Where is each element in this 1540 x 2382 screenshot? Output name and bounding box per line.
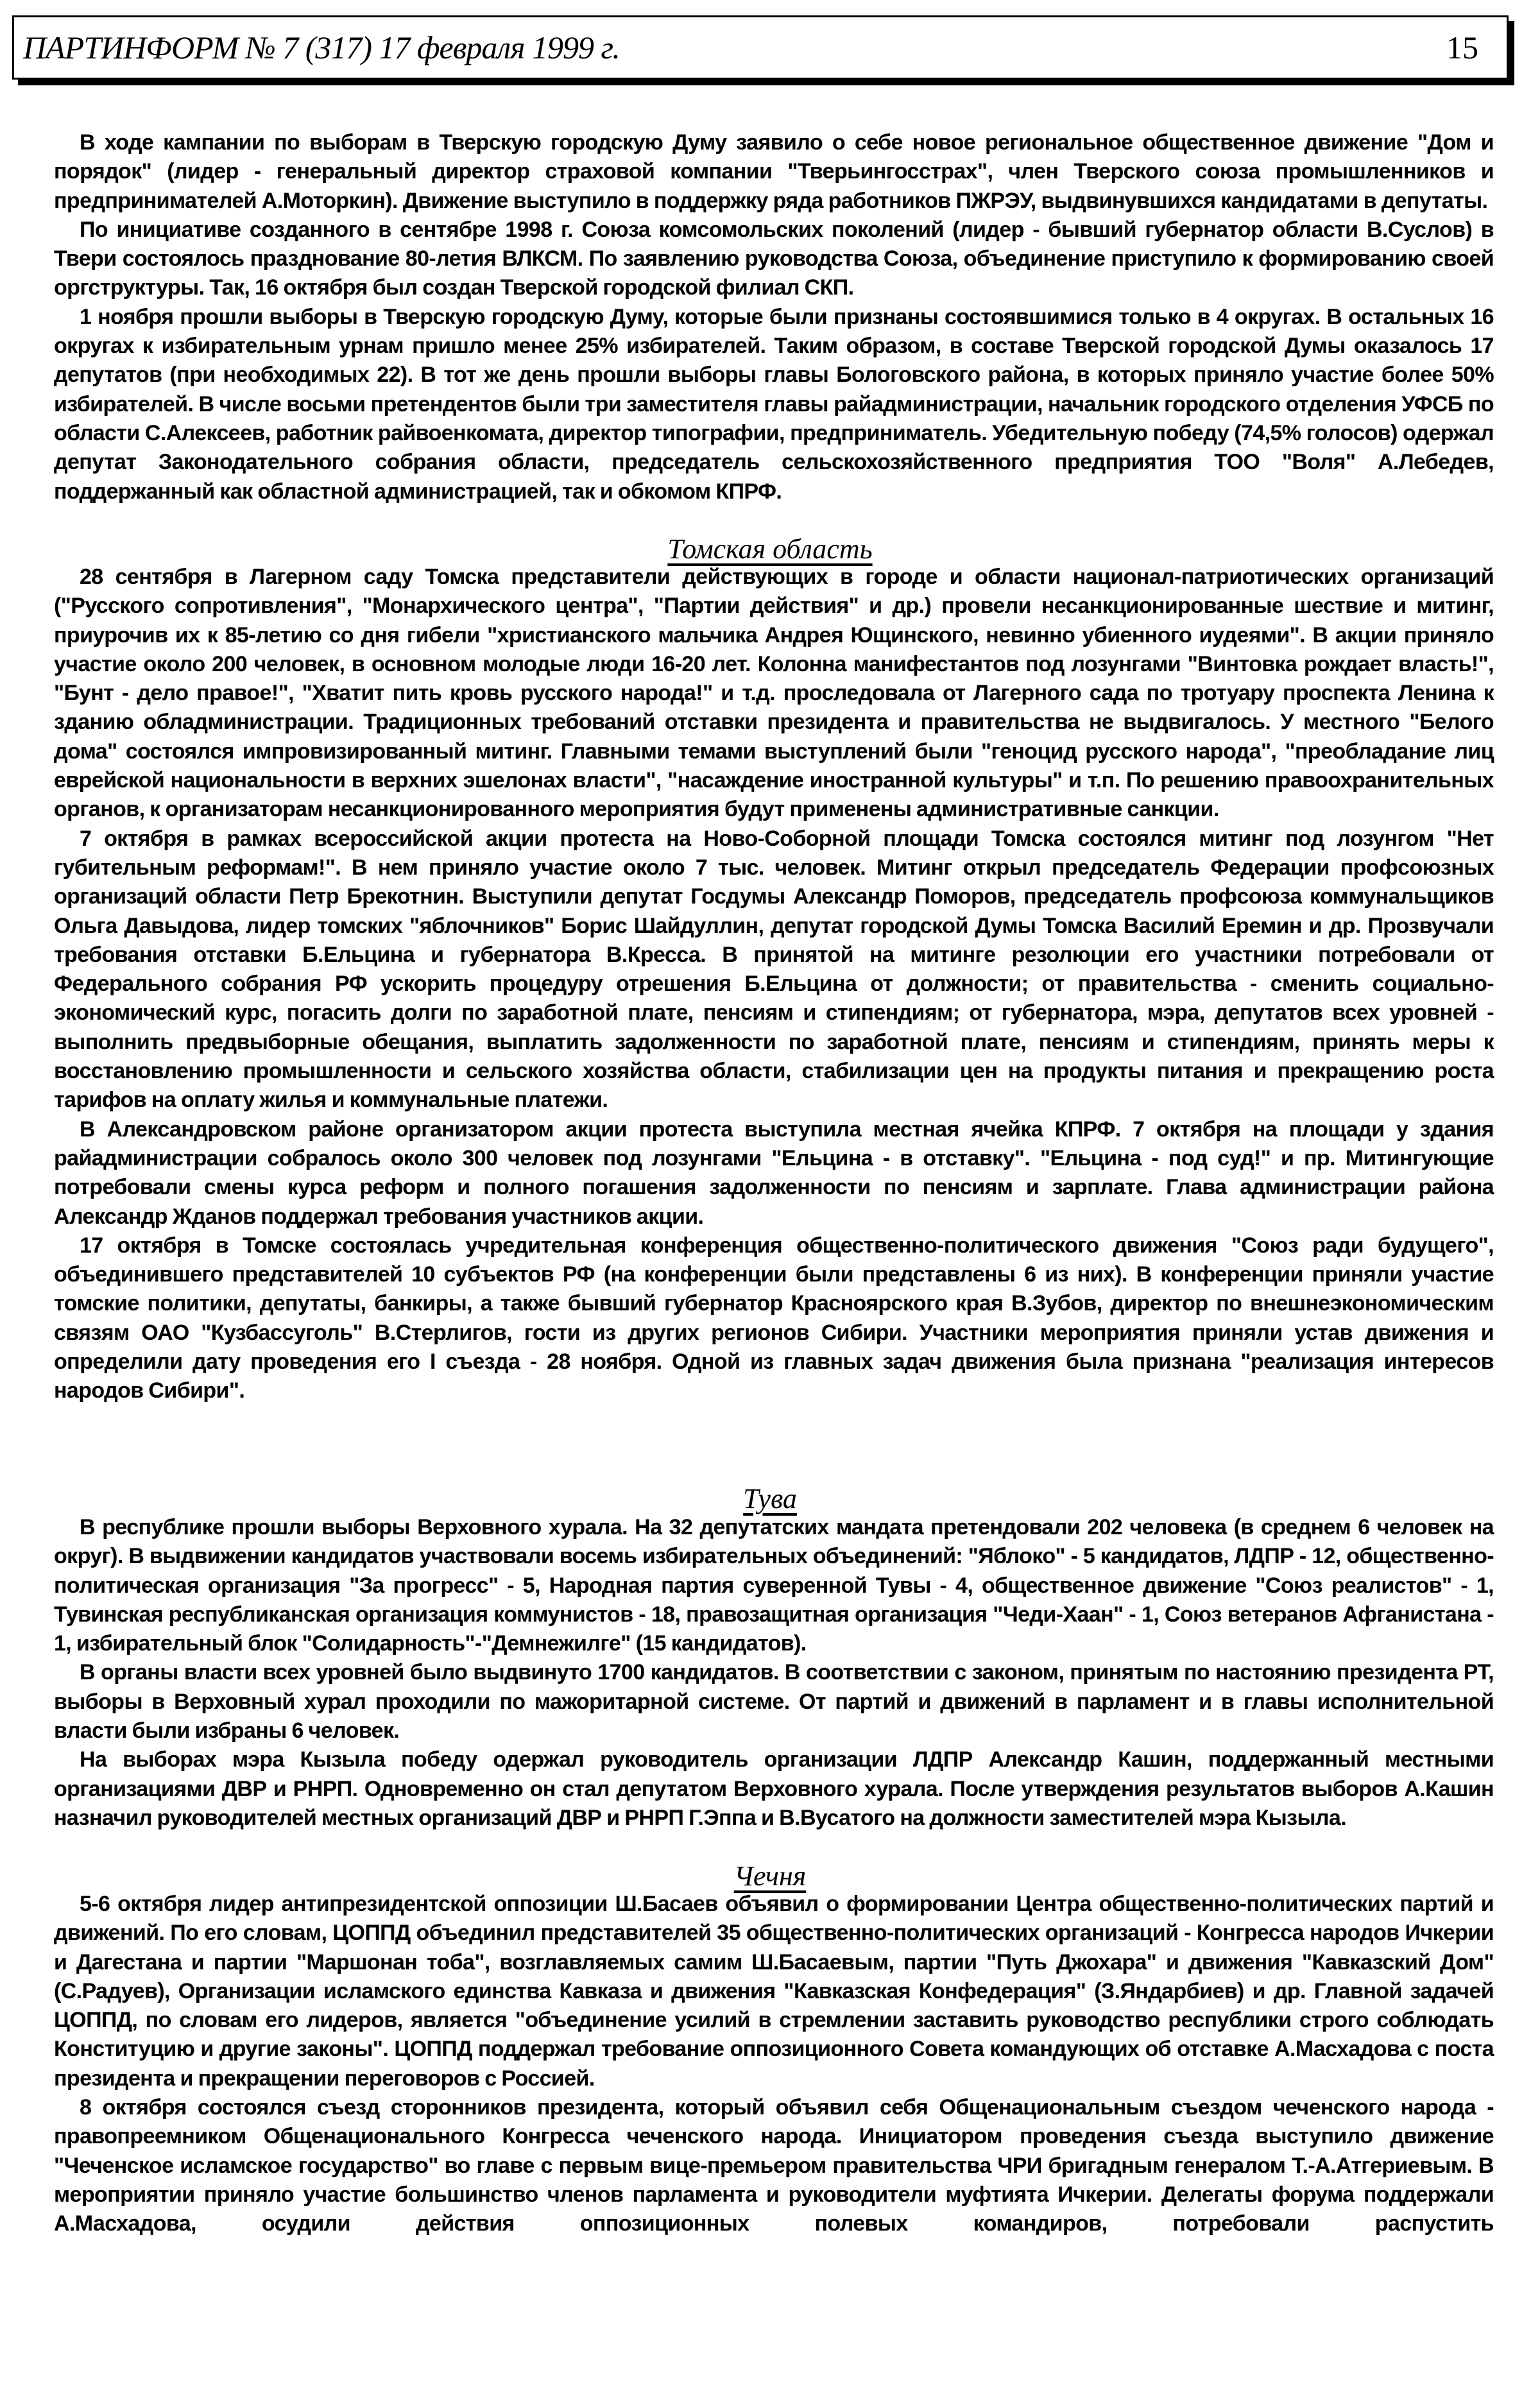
- section-tver: [54, 128, 1494, 506]
- page-header: [12, 15, 1509, 80]
- paragraph: 1 ноября прошли выборы в Тверскую городскую Думу, которые были признаны состоявшимися только в 4 округах. В остальных 16 округах к избирательным урнам пришло менее 25% избирателей. Таким образом, в составе Тверской городской Думы оказалось 17 депутатов (при необходимых 22). В тот же день прошли выборы главы Бологовского района, в которых приняло участие более 50% избирателей. В числе восьми претендентов были три заместителя главы райадминистрации, начальник городского отделения УФСБ по области С.Алексеев, работник райвоенкомата, директор типографии, предприниматель. Убедительную победу (74,5% голосов) одержал депутат Законодательного собрания области, председатель сельскохозяйственного предприятия ТОО "Воля" А.Лебедев, поддержанный как областной администрацией, так и обкомом КПРФ.: [54, 304, 1494, 504]
- paragraph: В ходе кампании по выборам в Тверскую городскую Думу заявило о себе новое региональное общественное движение "Дом и порядок" (лидер - генеральный директор страховой компании "Тверьингосстрах", член Тверского союза промышленников и предпринимателей А.Моторкин). Движение выступило в поддержку ряда работников ПЖРЭУ, выдвинувшихся кандидатами в депутаты.: [54, 130, 1494, 213]
- paragraph: В республике прошли выборы Верховного хурала. На 32 депутатских мандата претендовали 202 человека (в среднем 6 человек на округ). В выдвижении кандидатов участвовали восемь избирательных объединений: "Яблоко" - 5 кандидатов, ЛДПР - 12, общественно-политическая организация "За прогресс" - 5, Народная партия суверенной Тувы - 4, общественное движение "Союз реалистов" - 1, Тувинская республиканская организация коммунистов - 18, правозащитная организация "Чеди-Хаан" - 1, Союз ветеранов Афганистана - 1, избирательный блок "Солидарность"-"Демнежилге" (15 кандидатов).: [54, 1515, 1494, 1656]
- section-chechnya: [54, 1890, 1494, 2239]
- heading-text: Тува: [743, 1483, 797, 1514]
- heading-text: Чечня: [733, 1860, 807, 1892]
- section-tomsk: [54, 563, 1494, 1406]
- paragraph: По инициативе созданного в сентябре 1998 г. Союза комсомольских поколений (лидер - бывший губернатор области В.Суслов) в Твери состоялось празднование 80-летия ВЛКСМ. По заявлению руководства Союза, объединение приступило к формированию своей оргструктуры. Так, 16 октября был создан Тверской городской филиал СКП.: [54, 217, 1494, 300]
- paragraph: 7 октября в рамках всероссийской акции протеста на Ново-Соборной площади Томска состоялся митинг под лозунгом "Нет губительным реформам!". В нем приняло участие около 7 тыс. человек. Митинг открыл председатель Федерации профсоюзных организаций области Петр Брекотнин. Выступили депутат Госдумы Александр Поморов, председатель профсоюза коммунальщиков Ольга Давыдова, лидер томских "яблочников" Борис Шайдуллин, депутат городской Думы Томска Василий Еремин и др. Прозвучали требования отставки Б.Ельцина и губернатора В.Кресса. В принятой на митинге резолюции его участники потребовали от Федерального собрания РФ ускорить процедуру отрешения Б.Ельцина от должности; от правительства - сменить социально-экономический курс, погасить долги по заработной плате, пенсиям и стипендиям; от губернатора, мэра, депутатов всех уровней - выполнить предвыборные обещания, выплатить задолженности по заработной плате, пенсиям и стипендиям, принять меры к восстановлению промышленности и сельского хозяйства области, стабилизации цен на продукты питания и прекращению роста тарифов на оплату жилья и коммунальные платежи.: [54, 826, 1494, 1113]
- paragraph: 28 сентября в Лагерном саду Томска представители действующих в городе и области национал-патриотических организаций ("Русского сопротивления", "Монархического центра", "Партии действия" и др.) провели несанкционированные шествие и митинг, приурочив их к 85-летию со дня гибели "христианского мальчика Андрея Ющинского, невинно убиенного иудеями". В акции приняло участие около 200 человек, в основном молодые люди 16-20 лет. Колонна манифестантов под лозунгами "Винтовка рождает власть!", "Бунт - дело правое!", "Хватит пить кровь русского народа!" и т.д. проследовала от Лагерного сада по тротуару проспекта Ленина к зданию обладминистрации. Традиционных требований отставки президента и правительства не выдвигалось. У местного "Белого дома" состоялся импровизированный митинг. Главными темами выступлений были "геноцид русского народа", "преобладание лиц еврейской национальности в верхних эшелонах власти", "насаждение иностранной культуры" и т.п. По решению правоохранительных органов, к организаторам несанкционированного мероприятия будут применены административные санкции.: [54, 565, 1494, 822]
- paragraph: В Александровском районе организатором акции протеста выступила местная ячейка КПРФ. 7 октября на площади у здания райадминистрации собралось около 300 человек под лозунгами "Ельцина - в отставку". "Ельцина - под суд!" и пр. Митингующие потребовали смены курса реформ и полного погашения задолженности по пенсиям и зарплате. Глава администрации района Александр Жданов поддержал требования участников акции.: [54, 1117, 1494, 1229]
- section-heading-tuva: [0, 1482, 1540, 1515]
- paragraph: 17 октября в Томске состоялась учредительная конференция общественно-политического движения "Союз ради будущего", объединившего представителей 10 субъектов РФ (на конференции были представлены 6 из них). В конференции приняли участие томские политики, депутаты, банкиры, а также бывший губернатор Красноярского края В.Зубов, директор по внешнеэкономическим связям ОАО "Кузбассуголь" В.Стерлигов, гости из других регионов Сибири. Участники мероприятия приняли устав движения и определили дату проведения его I съезда - 28 ноября. Одной из главных задач движения была признана "реализация интересов народов Сибири".: [54, 1233, 1494, 1403]
- paragraph: В органы власти всех уровней было выдвинуто 1700 кандидатов. В соответствии с законом, принятым по настоянию президента РТ, выборы в Верховный хурал проходили по мажоритарной системе. От партий и движений в парламент и в главы исполнительной власти были избраны 6 человек.: [54, 1660, 1494, 1744]
- publication-title: ПАРТИНФОРМ № 7 (317) 17 февраля 1999 г.: [23, 30, 620, 65]
- heading-text: Томская область: [667, 533, 873, 565]
- page-number: 15: [1446, 30, 1478, 65]
- paragraph: На выборах мэра Кызыла победу одержал руководитель организации ЛДПР Александр Кашин, поддержанный местными организациями ДВР и РНРП. Одновременно он стал депутатом Верховного хурала. После утверждения результатов выборов А.Кашин назначил руководителей местных организаций ДВР и РНРП Г.Эппа и В.Вусатого на должности заместителей мэра Кызыла.: [54, 1747, 1494, 1830]
- section-heading-tomsk: [0, 533, 1540, 565]
- section-heading-chechnya: [0, 1860, 1540, 1892]
- paragraph: 5-6 октября лидер антипрезидентской оппозиции Ш.Басаев объявил о формировании Центра общественно-политических партий и движений. По его словам, ЦОППД объединил представителей 35 общественно-политических организаций - Конгресса народов Ичкерии и Дагестана и партии "Маршонан тоба", возглавляемых самим Ш.Басаевым, партии "Путь Джохара" и движения "Кавказский Дом" (С.Радуев), Организации исламского единства Кавказа и движения "Кавказская Конфедерация" (З.Яндарбиев) и др. Главной задачей ЦОППД, по словам его лидеров, является "объединение усилий в стремлении заставить руководство республики строго соблюдать Конституцию и другие законы". ЦОППД поддержал требование оппозиционного Совета командующих об отставке А.Масхадова с поста президента и прекращении переговоров с Россией.: [54, 1892, 1494, 2091]
- paragraph: 8 октября состоялся съезд сторонников президента, который объявил себя Общенациональным съездом чеченского народа - правопреемником Общенационального Конгресса чеченского народа. Инициатором проведения съезда выступило движение "Чеченское исламское государство" во главе с первым вице-премьером правительства ЧРИ бригадным генералом Т.-А.Атгериевым. В мероприятии приняло участие большинство членов парламента и руководители муфтията Ичкерии. Делегаты форума поддержали А.Масхадова, осудили действия оппозиционных полевых командиров, потребовали распустить: [54, 2095, 1494, 2236]
- section-tuva: [54, 1513, 1494, 1833]
